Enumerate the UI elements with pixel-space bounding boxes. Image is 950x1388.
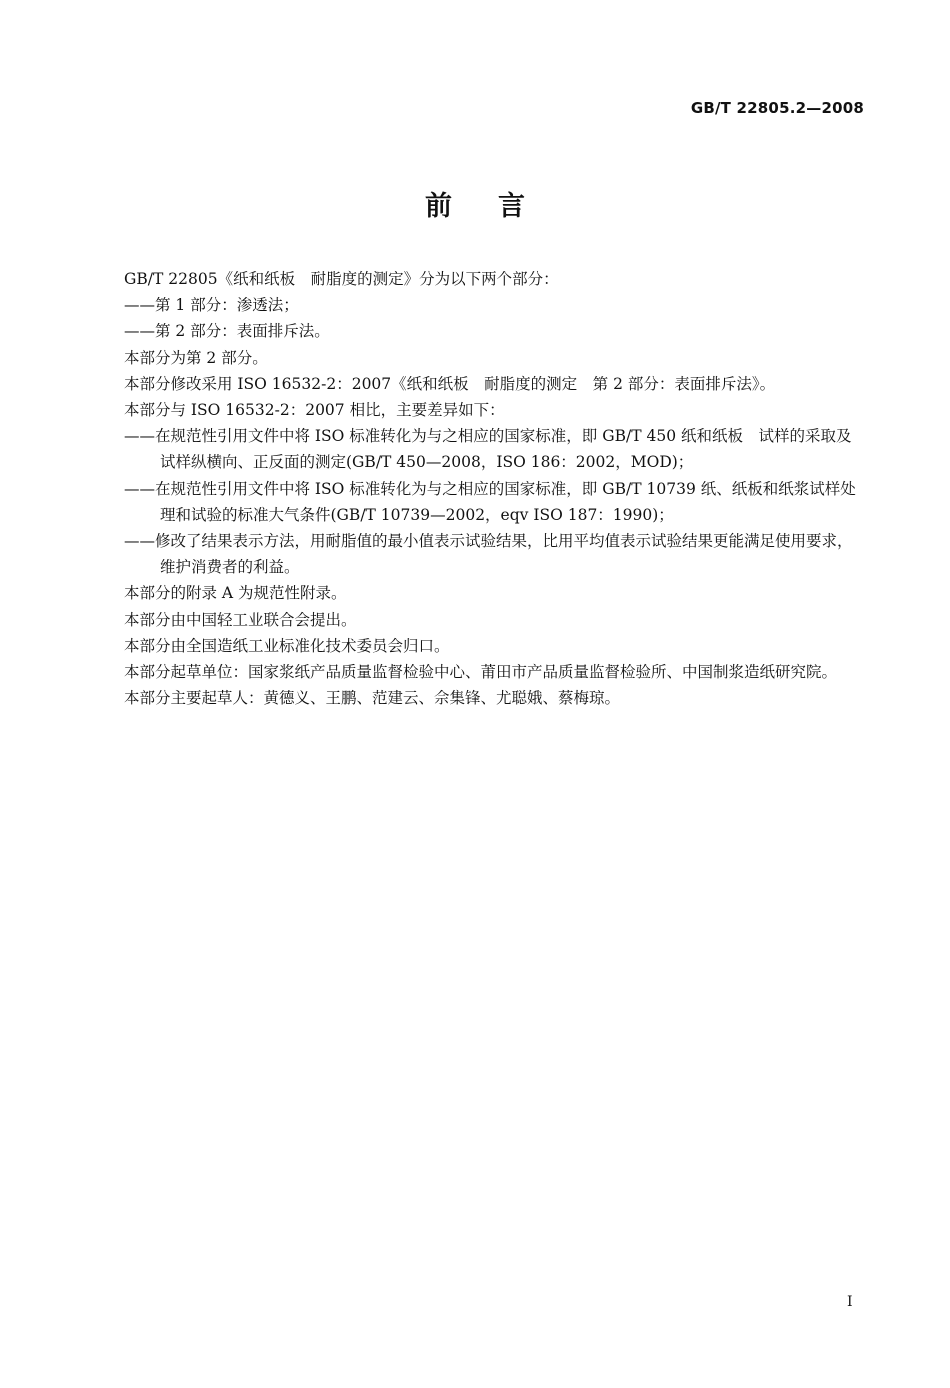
differences-intro: 本部分与 ISO 16532-2：2007 相比，主要差异如下： bbox=[124, 401, 505, 420]
foreword-body bbox=[88, 266, 864, 711]
drafting-units-paragraph: 本部分起草单位：国家浆纸产品质量监督检验中心、莆田市产品质量监督检验所、中国制浆造纸研究院。 bbox=[124, 663, 838, 682]
difference-item-1: ——在规范性引用文件中将 ISO 标准转化为与之相应的国家标准，即 GB/T 450 纸和纸板 试样的采取及试样纵横向、正反面的测定(GB/T 450—2008，ISO 186：2002，MOD)； bbox=[124, 427, 852, 472]
proposed-by-paragraph: 本部分由中国轻工业联合会提出。 bbox=[124, 610, 357, 629]
page-number: I bbox=[847, 1294, 853, 1310]
part-item-2: ——第 2 部分：表面排斥法。 bbox=[124, 322, 330, 341]
annex-paragraph: 本部分的附录 A 为规范性附录。 bbox=[124, 584, 347, 603]
centralized-by-paragraph: 本部分由全国造纸工业标准化技术委员会归口。 bbox=[124, 636, 450, 655]
drafters-paragraph: 本部分主要起草人：黄德义、王鹏、范建云、佘集锋、尤聪娥、蔡梅琼。 bbox=[124, 689, 621, 708]
difference-item-2: ——在规范性引用文件中将 ISO 标准转化为与之相应的国家标准，即 GB/T 10739 纸、纸板和纸浆试样处理和试验的标准大气条件(GB/T 10739—2002，eqv ISO 187：1990)； bbox=[124, 479, 856, 524]
page-title: 前言 bbox=[425, 191, 571, 222]
part-item-1: ——第 1 部分：渗透法； bbox=[124, 296, 299, 315]
this-part-paragraph: 本部分为第 2 部分。 bbox=[124, 348, 268, 367]
difference-item-3: ——修改了结果表示方法，用耐脂值的最小值表示试验结果，比用平均值表示试验结果更能满足使用要求，维护消费者的利益。 bbox=[124, 532, 853, 577]
intro-paragraph: GB/T 22805《纸和纸板 耐脂度的测定》分为以下两个部分： bbox=[124, 270, 559, 288]
adoption-paragraph: 本部分修改采用 ISO 16532-2：2007《纸和纸板 耐脂度的测定 第 2 部分：表面排斥法》。 bbox=[124, 374, 776, 393]
standard-number: GB/T 22805.2—2008 bbox=[690, 99, 864, 117]
